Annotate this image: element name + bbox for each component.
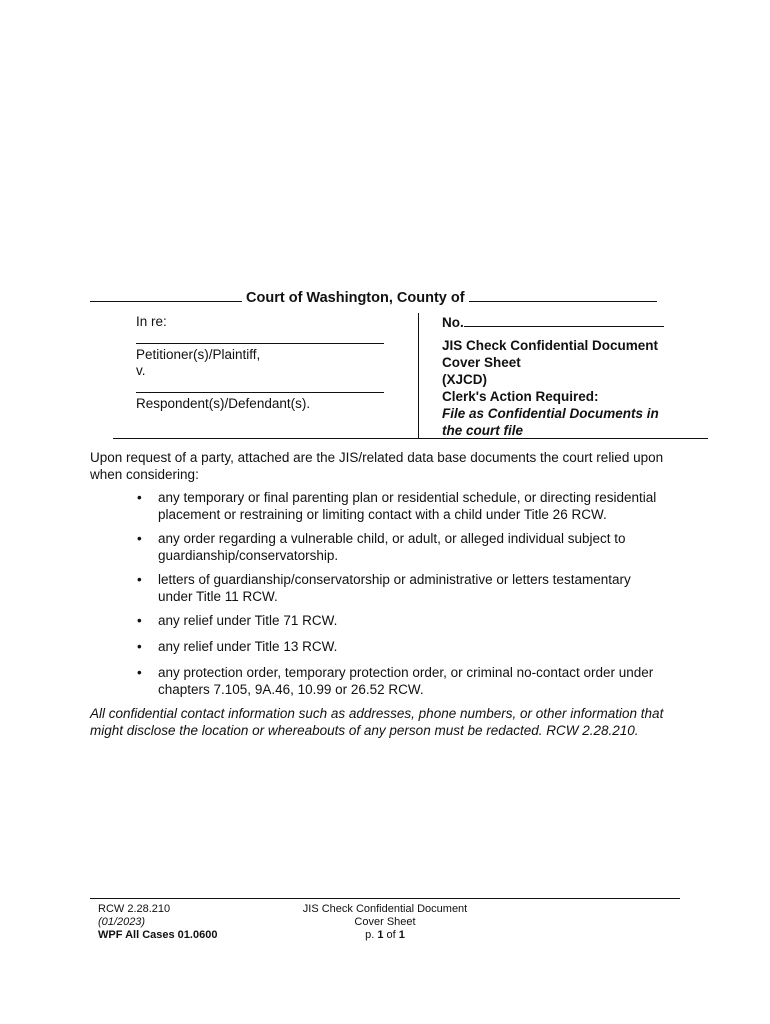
clerk-instruction-line-2: the court file — [442, 423, 524, 438]
bullet-icon: • — [137, 531, 142, 546]
bullet-icon: • — [137, 665, 142, 680]
list-item — [90, 664, 690, 698]
footer-page-number — [285, 929, 485, 942]
document-title-line-2: Cover Sheet — [442, 355, 521, 370]
bullet-icon: • — [137, 490, 142, 505]
redaction-note-line-2: might disclose the location or whereabouts of any person must be redacted. RCW 2.28.210. — [90, 723, 639, 738]
bullet-icon: • — [137, 639, 142, 654]
respondent-name-line[interactable] — [136, 392, 384, 393]
page-total: 1 — [398, 929, 405, 941]
bullet-icon: • — [137, 572, 142, 587]
clerk-instruction-line-1: File as Confidential Documents in — [442, 406, 659, 421]
list-item-line: under Title 11 RCW. — [158, 589, 278, 604]
list-item-line: any protection order, temporary protection order, or criminal no-contact order under — [158, 665, 654, 680]
footer-title-line-2: Cover Sheet — [354, 916, 416, 928]
document-title-line-1: JIS Check Confidential Document — [442, 338, 659, 353]
respondent-label: Respondent(s)/Defendant(s). — [136, 396, 311, 411]
page-prefix: p. — [365, 929, 375, 941]
petitioner-name-line[interactable] — [136, 343, 384, 344]
court-title — [90, 287, 670, 306]
petitioner-label: Petitioner(s)/Plaintiff, — [136, 347, 261, 362]
list-item — [90, 530, 690, 564]
intro-line-2: when considering: — [90, 467, 199, 482]
list-item-line: letters of guardianship/conservatorship or administrative or letters testamentary — [158, 572, 631, 587]
county-court-blank[interactable] — [90, 287, 242, 302]
versus-label: v. — [136, 363, 146, 378]
case-number-label: No. — [442, 315, 464, 330]
redaction-note — [90, 705, 710, 739]
redaction-note-line-1: All confidential contact information such as addresses, phone numbers, or other information that — [90, 706, 664, 721]
list-item — [90, 612, 690, 629]
footer-revision: (01/2023) — [98, 916, 146, 928]
case-number — [442, 313, 664, 331]
conditions-list — [90, 489, 690, 698]
list-item-line: any relief under Title 13 RCW. — [158, 639, 338, 654]
intro-paragraph — [90, 449, 710, 483]
list-item-line: placement or restraining or limiting contact with a child under Title 26 RCW. — [158, 507, 607, 522]
list-item-line: any temporary or final parenting plan or residential schedule, or directing residential — [158, 490, 657, 505]
page-current: 1 — [377, 929, 384, 941]
document-title — [442, 337, 659, 439]
list-item-line: chapters 7.105, 9A.46, 10.99 or 26.52 RCW. — [158, 682, 424, 697]
list-item-line: any relief under Title 71 RCW. — [158, 613, 338, 628]
page-of: of — [386, 929, 396, 941]
case-number-blank[interactable] — [464, 313, 664, 327]
county-name-blank[interactable] — [469, 287, 657, 302]
list-item — [90, 489, 690, 523]
intro-line-1: Upon request of a party, attached are the JIS/related data base documents the court relied upon — [90, 450, 664, 465]
footer-statute: RCW 2.28.210 — [98, 903, 171, 915]
bullet-icon: • — [137, 613, 142, 628]
list-item-line: guardianship/conservatorship. — [158, 548, 339, 563]
document-code: (XJCD) — [442, 372, 488, 387]
footer-center — [285, 903, 485, 942]
footer-form-id: WPF All Cases 01.0600 — [98, 929, 218, 941]
list-item — [90, 638, 690, 655]
list-item — [90, 571, 690, 605]
in-re-label: In re: — [136, 314, 167, 329]
footer-rule — [90, 898, 680, 899]
footer-title-line-1: JIS Check Confidential Document — [302, 903, 468, 915]
clerk-action-heading: Clerk's Action Required: — [442, 389, 599, 404]
court-title-text: Court of Washington, County of — [246, 290, 465, 306]
list-item-line: any order regarding a vulnerable child, or adult, or alleged individual subject to — [158, 531, 626, 546]
caption-divider — [418, 313, 419, 439]
footer-left — [98, 903, 217, 942]
